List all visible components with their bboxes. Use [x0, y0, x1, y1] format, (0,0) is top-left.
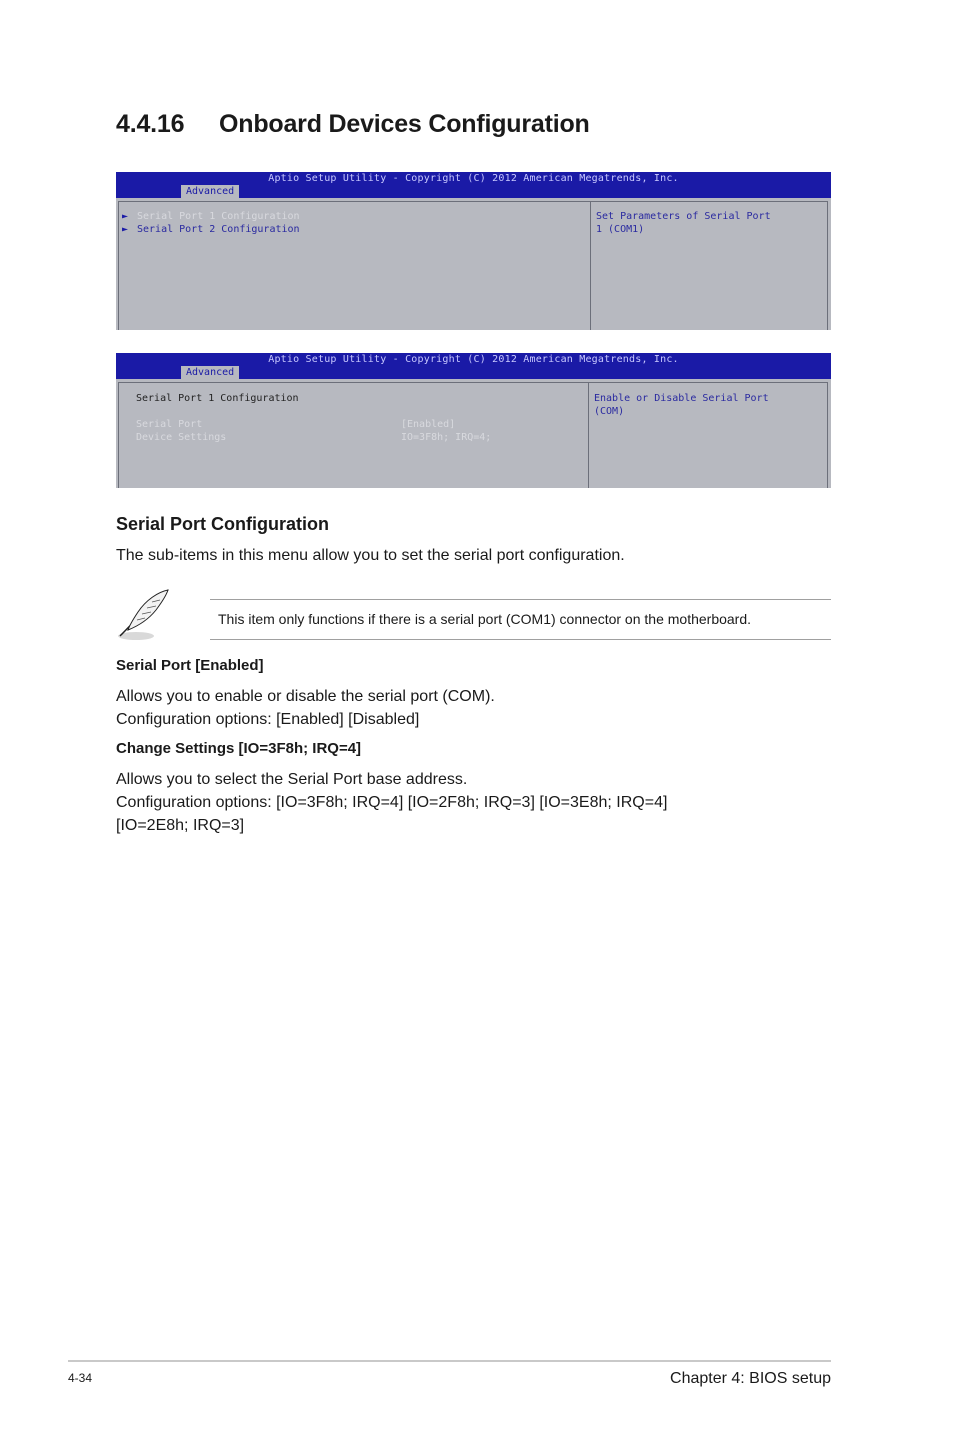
bios-header: Aptio Setup Utility - Copyright (C) 2012 American Megatrends, Inc.: [268, 354, 679, 365]
change-settings-options-cont: [IO=2E8h; IRQ=3]: [116, 817, 245, 834]
note-top-rule: [210, 599, 831, 600]
serial-port-options: Configuration options: [Enabled] [Disabled]: [116, 711, 420, 728]
menu-item-label: Serial Port 1 Configuration: [137, 211, 300, 222]
footer-rule: [68, 1360, 831, 1362]
submenu-heading: Serial Port 1 Configuration: [136, 393, 299, 404]
menu-item-label: Serial Port 2 Configuration: [137, 224, 300, 235]
note-bottom-rule: [210, 639, 831, 640]
setting-device-settings-label[interactable]: Device Settings: [136, 432, 227, 443]
help-line: Enable or Disable Serial Port: [594, 393, 769, 404]
submenu-arrow-icon: ►: [122, 211, 129, 222]
submenu-arrow-icon: ►: [122, 224, 129, 235]
section-title: [116, 110, 590, 139]
serial-config-intro: The sub-items in this menu allow you to set the serial port configuration.: [116, 547, 625, 564]
page-number: 4-34: [68, 1371, 93, 1385]
help-line: Set Parameters of Serial Port: [596, 211, 771, 222]
setting-serial-port-label[interactable]: Serial Port: [136, 419, 203, 430]
help-line: 1 (COM1): [596, 224, 645, 235]
bios-screenshot-serial-port: [116, 353, 831, 488]
change-settings-options: Configuration options: [IO=3F8h; IRQ=4] [IO=2F8h; IRQ=3] [IO=3E8h; IRQ=4]: [116, 794, 668, 811]
serial-config-heading: Serial Port Configuration: [116, 514, 330, 534]
bios-help-text: [594, 392, 769, 418]
tab-advanced[interactable]: Advanced: [181, 185, 239, 198]
help-line: (COM): [594, 406, 625, 417]
note-feather-icon: [114, 586, 174, 644]
tab-advanced[interactable]: Advanced: [181, 366, 239, 379]
menu-item-serial-port-1[interactable]: [122, 210, 300, 223]
bios-title-bar: [116, 353, 831, 379]
section-heading: Onboard Devices Configuration: [219, 110, 590, 138]
chapter-label: Chapter 4: BIOS setup: [670, 1370, 831, 1387]
change-settings-desc: Allows you to select the Serial Port base address.: [116, 771, 468, 788]
bios-header: Aptio Setup Utility - Copyright (C) 2012 American Megatrends, Inc.: [268, 173, 679, 184]
change-settings-heading: Change Settings [IO=3F8h; IRQ=4]: [116, 740, 362, 757]
note-text: This item only functions if there is a serial port (COM1) connector on the motherboard.: [218, 611, 752, 627]
bios-title-bar: [116, 172, 831, 198]
setting-serial-port-value[interactable]: [Enabled]: [401, 419, 456, 430]
section-number: 4.4.16: [116, 110, 185, 138]
setting-device-settings-value[interactable]: IO=3F8h; IRQ=4;: [401, 432, 492, 443]
serial-port-desc: Allows you to enable or disable the serial port (COM).: [116, 688, 495, 705]
serial-port-heading: Serial Port [Enabled]: [116, 657, 264, 674]
bios-screenshot-menu: [116, 172, 831, 330]
menu-item-serial-port-2[interactable]: [122, 223, 300, 236]
bios-help-text: [596, 210, 771, 236]
